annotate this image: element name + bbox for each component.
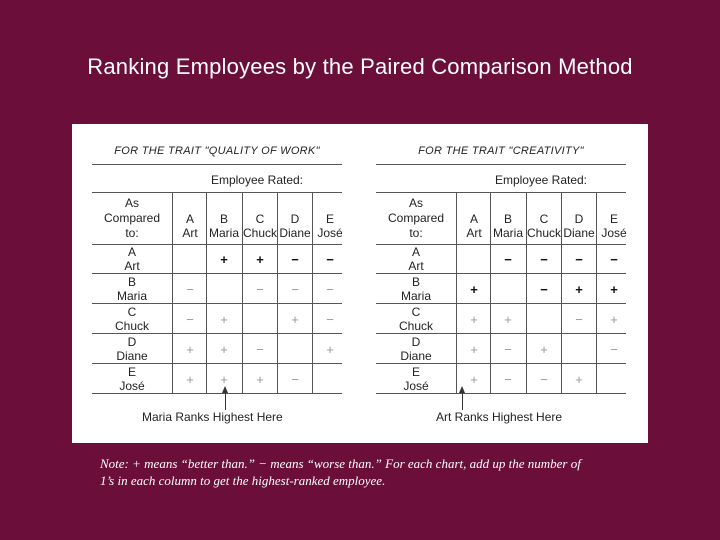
row-header — [92, 335, 172, 363]
comparison-cell: − — [504, 252, 512, 267]
column-letter: C — [255, 212, 265, 226]
compared-header-line: to: — [409, 226, 423, 240]
compared-header-line: As — [124, 196, 139, 210]
row-name: Diane — [400, 349, 432, 363]
column-name: Maria — [492, 226, 523, 240]
comparison-cell: − — [256, 282, 264, 297]
row-letter: D — [411, 335, 421, 349]
comparison-cell: − — [540, 372, 548, 387]
row-name: José — [403, 379, 429, 393]
row-header — [92, 365, 172, 393]
comparison-cell: + — [326, 342, 334, 357]
column-letter: A — [185, 212, 194, 226]
column-name: Maria — [208, 226, 239, 240]
column-header — [207, 212, 241, 240]
comparison-cell: + — [470, 312, 478, 327]
column-header — [173, 212, 207, 240]
column-header — [243, 212, 277, 240]
table-rule — [376, 303, 626, 304]
column-letter: E — [609, 212, 618, 226]
slide-title: Ranking Employees by the Paired Comparison Method — [87, 54, 633, 79]
comparison-cell: − — [540, 282, 548, 297]
table-rule — [376, 393, 626, 394]
row-letter: B — [127, 275, 136, 289]
trait-label: FOR THE TRAIT "CREATIVITY" — [418, 145, 584, 157]
creativity-chart — [376, 124, 626, 443]
comparison-cell: − — [291, 372, 299, 387]
column-name: Chuck — [243, 226, 278, 240]
row-name: Maria — [400, 289, 431, 303]
row-name: Chuck — [114, 319, 149, 333]
column-name: Chuck — [527, 226, 562, 240]
row-letter: D — [127, 335, 137, 349]
row-letter: C — [411, 305, 421, 319]
table-rule — [92, 273, 342, 274]
comparison-cell: + — [220, 342, 228, 357]
column-name: José — [317, 226, 343, 240]
employee-rated-label: Employee Rated: — [210, 173, 304, 187]
arrow-up-icon — [459, 386, 465, 393]
table-rule — [92, 333, 342, 334]
comparison-cell: − — [256, 342, 264, 357]
comparison-cell: − — [540, 252, 548, 267]
comparison-cell: − — [575, 252, 583, 267]
note-text — [100, 455, 640, 489]
compared-header — [92, 196, 172, 241]
highest-rank-label: Maria Ranks Highest Here — [142, 410, 283, 424]
row-header — [376, 275, 456, 303]
row-header — [376, 245, 456, 273]
row-header — [92, 275, 172, 303]
comparison-cell: + — [186, 342, 194, 357]
row-name: Chuck — [398, 319, 433, 333]
comparison-cell: + — [220, 312, 228, 327]
comparison-cell: − — [291, 282, 299, 297]
comparison-cell: + — [504, 312, 512, 327]
compared-header-line: to: — [125, 226, 139, 240]
row-letter: E — [127, 365, 136, 379]
compared-header-line: As — [408, 196, 423, 210]
note-line-1: Note: + means “better than.” − means “worse than.” For each chart, add up the number of — [100, 456, 581, 471]
comparison-panel — [72, 124, 648, 443]
column-name: Diane — [563, 226, 595, 240]
table-rule — [376, 363, 626, 364]
table-rule — [92, 303, 342, 304]
row-name: José — [119, 379, 145, 393]
column-header — [491, 212, 525, 240]
trait-label: FOR THE TRAIT "QUALITY OF WORK" — [114, 145, 320, 157]
column-header — [527, 212, 561, 240]
table-rule — [376, 273, 626, 274]
column-letter: C — [539, 212, 549, 226]
column-header — [562, 212, 596, 240]
column-letter: D — [290, 212, 300, 226]
table-rule — [92, 192, 342, 193]
employee-rated-label: Employee Rated: — [494, 173, 588, 187]
comparison-cell: − — [610, 342, 618, 357]
column-name: Art — [466, 226, 482, 240]
row-letter: A — [411, 245, 420, 259]
comparison-cell: − — [326, 312, 334, 327]
quality-of-work-chart — [92, 124, 342, 443]
arrow-up-icon — [222, 386, 228, 393]
comparison-cell: + — [540, 342, 548, 357]
row-letter: E — [411, 365, 420, 379]
row-name: Art — [124, 259, 140, 273]
comparison-cell: − — [291, 252, 299, 267]
table-rule — [92, 363, 342, 364]
table-rule — [376, 164, 626, 165]
arrow-line — [462, 392, 463, 410]
arrow-line — [225, 392, 226, 410]
comparison-cell: + — [291, 312, 299, 327]
row-header — [376, 365, 456, 393]
comparison-cell: + — [186, 372, 194, 387]
comparison-cell: + — [220, 252, 228, 267]
comparison-cell: − — [326, 252, 334, 267]
row-name: Art — [408, 259, 424, 273]
row-header — [92, 245, 172, 273]
row-letter: C — [127, 305, 137, 319]
note-line-2: 1’s in each column to get the highest-ranked employee. — [100, 473, 386, 488]
table-rule — [376, 333, 626, 334]
column-name: Art — [182, 226, 198, 240]
column-name: José — [601, 226, 627, 240]
column-header — [457, 212, 491, 240]
comparison-cell: − — [610, 252, 618, 267]
compared-header-line: Compared — [387, 211, 445, 225]
row-header — [376, 335, 456, 363]
highest-rank-label: Art Ranks Highest Here — [436, 410, 563, 424]
compared-header — [376, 196, 456, 241]
comparison-cell: + — [575, 282, 583, 297]
row-name: Maria — [116, 289, 147, 303]
table-rule — [376, 192, 626, 193]
column-letter: A — [469, 212, 478, 226]
table-rule — [92, 393, 342, 394]
column-header — [278, 212, 312, 240]
comparison-cell: − — [504, 372, 512, 387]
row-header — [376, 305, 456, 333]
comparison-cell: + — [256, 252, 264, 267]
row-name: Diane — [116, 349, 148, 363]
comparison-cell: + — [610, 282, 618, 297]
column-header — [313, 212, 347, 240]
comparison-cell: + — [256, 372, 264, 387]
row-letter: A — [127, 245, 136, 259]
comparison-cell: + — [610, 312, 618, 327]
column-letter: E — [325, 212, 334, 226]
comparison-cell: − — [186, 312, 194, 327]
row-header — [92, 305, 172, 333]
comparison-cell: − — [186, 282, 194, 297]
column-name: Diane — [279, 226, 311, 240]
column-letter: B — [503, 212, 512, 226]
compared-header-line: Compared — [103, 211, 161, 225]
column-header — [597, 212, 631, 240]
row-letter: B — [411, 275, 420, 289]
comparison-cell: + — [575, 372, 583, 387]
comparison-cell: + — [220, 372, 228, 387]
comparison-cell: + — [470, 372, 478, 387]
column-letter: B — [219, 212, 228, 226]
comparison-cell: + — [470, 282, 478, 297]
comparison-cell: + — [470, 342, 478, 357]
comparison-cell: − — [326, 282, 334, 297]
comparison-cell: − — [504, 342, 512, 357]
comparison-cell: − — [575, 312, 583, 327]
table-rule — [92, 164, 342, 165]
column-letter: D — [574, 212, 584, 226]
